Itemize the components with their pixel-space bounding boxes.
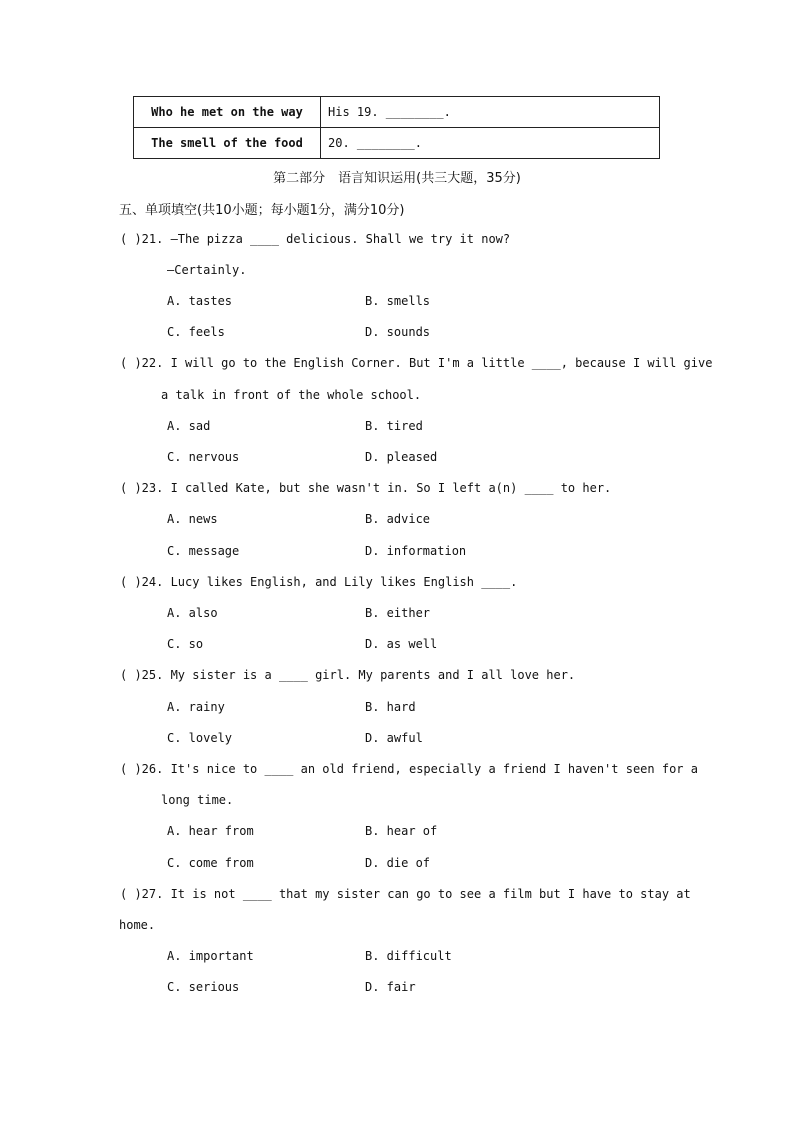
question-stem: ( )23. I called Kate, but she wasn't in. So I left a(n) ____ to her. bbox=[120, 481, 612, 495]
option-c: C. come from bbox=[167, 856, 254, 870]
option-b: B. smells bbox=[365, 294, 431, 308]
question-continuation: home. bbox=[119, 918, 156, 932]
part-heading: 第二部分 语言知识运用(共三大题，35分) bbox=[273, 171, 521, 186]
option-d: D. die of bbox=[365, 856, 431, 870]
option-a: A. sad bbox=[167, 419, 211, 433]
table-row bbox=[134, 97, 660, 128]
table-cell-value: 20. ________. bbox=[321, 128, 660, 159]
table-cell-value: His 19. ________. bbox=[321, 97, 660, 128]
option-c: C. nervous bbox=[167, 450, 240, 464]
option-a: A. news bbox=[167, 512, 218, 526]
option-b: B. tired bbox=[365, 419, 423, 433]
option-b: B. hear of bbox=[365, 824, 438, 838]
question-stem: ( )26. It's nice to ____ an old friend, especially a friend I haven't seen for a bbox=[120, 762, 698, 776]
option-c: C. message bbox=[167, 544, 240, 558]
question-stem: ( )21. —The pizza ____ delicious. Shall we try it now? bbox=[120, 232, 511, 246]
option-a: A. hear from bbox=[167, 824, 254, 838]
option-b: B. either bbox=[365, 606, 431, 620]
option-b: B. hard bbox=[365, 700, 416, 714]
option-c: C. feels bbox=[167, 325, 225, 339]
question-stem: ( )24. Lucy likes English, and Lily likes English ____. bbox=[120, 575, 518, 589]
question-continuation: a talk in front of the whole school. bbox=[161, 388, 422, 402]
option-d: D. awful bbox=[365, 731, 423, 745]
option-a: A. important bbox=[167, 949, 254, 963]
question-continuation: long time. bbox=[161, 793, 234, 807]
option-c: C. so bbox=[167, 637, 204, 651]
table-row bbox=[134, 128, 660, 159]
option-d: D. sounds bbox=[365, 325, 431, 339]
table-cell-label: The smell of the food bbox=[134, 128, 321, 159]
table-cell-label: Who he met on the way bbox=[134, 97, 321, 128]
question-stem: ( )22. I will go to the English Corner. But I'm a little ____, because I will give bbox=[120, 356, 713, 370]
option-d: D. fair bbox=[365, 980, 416, 994]
question-continuation: —Certainly. bbox=[167, 263, 247, 277]
option-a: A. tastes bbox=[167, 294, 233, 308]
option-d: D. as well bbox=[365, 637, 438, 651]
section-title: 五、单项填空(共10小题；每小题1分，满分10分) bbox=[119, 203, 405, 218]
option-b: B. difficult bbox=[365, 949, 452, 963]
question-stem: ( )25. My sister is a ____ girl. My parents and I all love her. bbox=[120, 668, 576, 682]
question-stem: ( )27. It is not ____ that my sister can go to see a film but I have to stay at bbox=[120, 887, 691, 901]
option-a: A. also bbox=[167, 606, 218, 620]
info-table bbox=[133, 96, 660, 159]
option-c: C. serious bbox=[167, 980, 240, 994]
option-d: D. pleased bbox=[365, 450, 438, 464]
option-d: D. information bbox=[365, 544, 467, 558]
option-a: A. rainy bbox=[167, 700, 225, 714]
option-c: C. lovely bbox=[167, 731, 233, 745]
option-b: B. advice bbox=[365, 512, 431, 526]
